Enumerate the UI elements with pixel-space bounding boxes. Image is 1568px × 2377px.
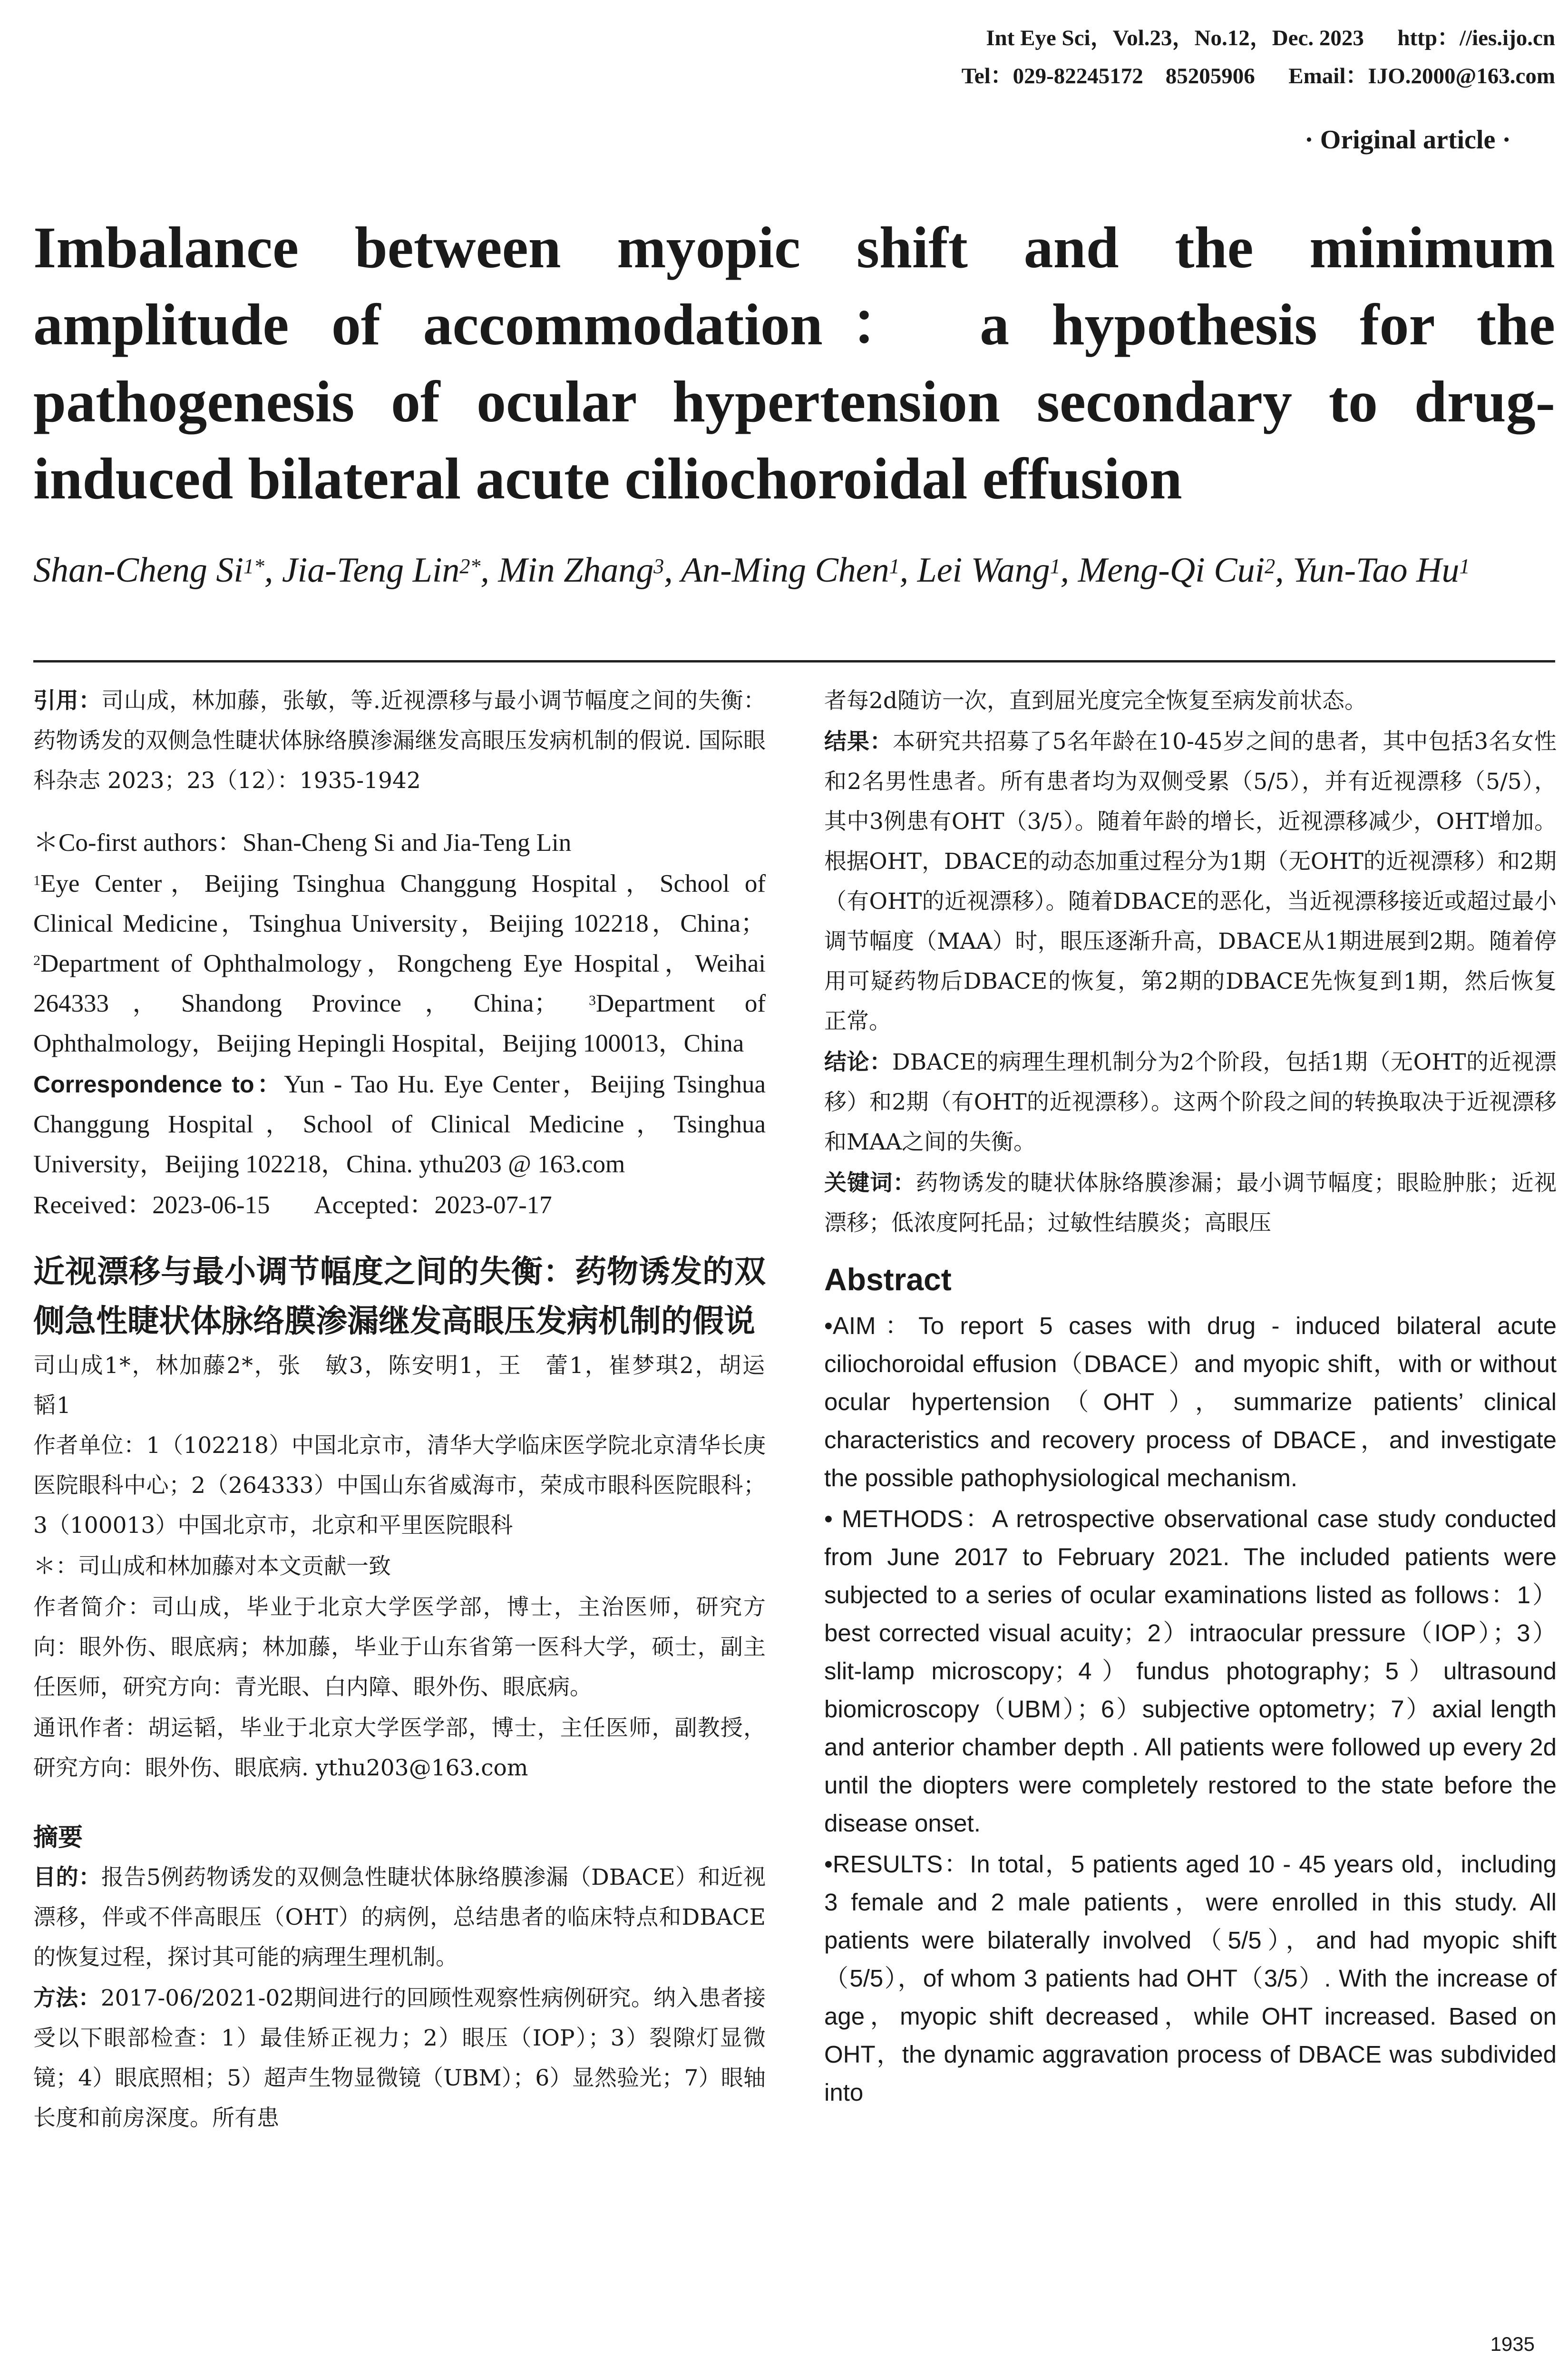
- results-cn: 结果：本研究共招募了5名年龄在10-45岁之间的患者，其中包括3名女性和2名男性患者。所有患者均为双侧受累（5/5），并有近视漂移（5/5），其中3例患有OHT（3/5）。随着年龄的增长，近视漂移减少，OHT增加。根据OHT，DBACE的动态加重过程分为1期（无OHT的近视漂移）和2期（有OHT的近视漂移）。随着DBACE的恶化，当近视漂移接近或超过最小调节幅度（MAA）时，眼压逐渐升高，DBACE从1期进展到2期。随着停用可疑药物后DBACE的恢复，第2期的DBACE先恢复到1期，然后恢复正常。: [824, 729, 1557, 1034]
- keywords-cn: 关键词：药物诱发的睫状体脉络膜渗漏；最小调节幅度；眼睑肿胀；近视漂移；低浓度阿托品；过敏性结膜炎；高眼压: [824, 1170, 1557, 1236]
- results-en: •RESULTS：In total，5 patients aged 10 - 45 years old，including 3 female and 2 male patients，were enrolled in this study. All patients were bilaterally involved（5/5），and had myopic shift（5/5），of whom 3 patients had OHT（3/5）. With the increase of age，myopic shift decreased，while OHT increased. Based on OHT，the dynamic aggravation process of DBACE was subdivided into: [824, 1851, 1557, 2106]
- aim-cn: 目的：报告5例药物诱发的双侧急性睫状体脉络膜渗漏（DBACE）和近视漂移，伴或不伴高眼压（OHT）的病例，总结患者的临床特点和DBACE的恢复过程，探讨其可能的病理生理机制。: [33, 1864, 766, 1970]
- page-number: 1935: [1490, 2333, 1535, 2355]
- title-divider: [33, 660, 1555, 662]
- author-4: An-Ming Chen$^1$: [681, 551, 900, 590]
- aim-en: •AIM：To report 5 cases with drug - induced bilateral acute ciliochoroidal effusion（DBACE）and myopic shift，with or without ocular hypertension（OHT），summarize patients’ clinical characteristics and recovery process of DBACE，and investigate the possible pathophysiological mechanism.: [824, 1312, 1557, 1491]
- chinese-title: 近视漂移与最小调节幅度之间的失衡：药物诱发的双侧急性睫状体脉络膜渗漏继发高眼压发病机制的假说: [33, 1253, 766, 1339]
- journal-tel: Tel：029-82245172 85205906: [961, 64, 1255, 88]
- corresponding-author-cn: 通讯作者：胡运韬，毕业于北京大学医学部，博士，主任医师，副教授，研究方向：眼外伤、眼底病. ythu203@163.com: [33, 1715, 766, 1781]
- author-6: Meng-Qi Cui$^2$: [1078, 551, 1276, 590]
- abstract-heading: Abstract: [824, 1262, 952, 1297]
- paper-title: Imbalance between myopic shift and the minimum amplitude of accommodation： a hypothesis for the pathogenesis of ocular hypertension secondary to drug-induced bilateral acute ciliochoroidal effusion: [33, 215, 1555, 511]
- author-list: Shan-Cheng $Si^{1*}$, Jia-Teng Lin$^{2*}$, Min Zhang$^3$, An-Ming Chen$^1$, Lei Wang$^1$, Meng-Qi Cui$^2$, Yun-Tao Hu$^1$: [33, 551, 1470, 590]
- author-bio: 作者简介：司山成，毕业于北京大学医学部，博士，主治医师，研究方向：眼外伤、眼底病；林加藤，毕业于山东省第一医科大学，硕士，副主任医师，研究方向：青光眼、白内障、眼外伤、眼底病。: [33, 1594, 766, 1700]
- author-5: Lei Wang$^1$: [917, 551, 1061, 590]
- cofirst-note: ＊Co-first authors：Shan-Cheng Si and Jia-Teng Lin: [33, 829, 572, 857]
- journal-email[interactable]: Email：IJO.2000@163.com: [1288, 64, 1555, 88]
- methods-en: • METHODS：A retrospective observational case study conducted from June 2017 to February 2021. The included patients were subjected to a series of ocular examinations listed as follows：1）best corrected visual acuity；2）intraocular pressure（IOP）；3）slit-lamp microscopy；4）fundus photography；5）ultrasound biomicroscopy（UBM）；6）subjective optometry；7）axial length and anterior chamber depth . All patients were followed up every 2d until the diopters were completely restored to the state before the disease onset.: [824, 1505, 1557, 1837]
- journal-info: Int Eye Sci，Vol.23，No.12，Dec. 2023: [986, 26, 1364, 50]
- left-column: [33, 681, 766, 2139]
- journal-header-line2: [808, 63, 1555, 89]
- journal-url[interactable]: http：//ies.ijo.cn: [1397, 26, 1555, 50]
- methods-cn: 方法：2017-06/2021-02期间进行的回顾性观察性病例研究。纳入患者接受以下眼部检查：1）最佳矫正视力；2）眼压（IOP）；3）裂隙灯显微镜；4）眼底照相；5）超声生物显微镜（UBM）；6）显然验光；7）眼轴长度和前房深度。所有患: [33, 1985, 766, 2131]
- author-units: 作者单位：1（102218）中国北京市，清华大学临床医学院北京清华长庚医院眼科中心；2（264333）中国山东省威海市，荣成市眼科医院眼科；3（100013）中国北京市，北京和平里医院眼科: [33, 1432, 766, 1539]
- author-1: Shan-Cheng $Si^{1*}$: [33, 551, 264, 590]
- correspondence: Correspondence to：Yun - Tao Hu. Eye Center，Beijing Tsinghua Changgung Hospital，School of Clinical Medicine，Tsinghua University，Beijing 102218，China. ythu203 @ 163.com: [33, 1071, 766, 1178]
- author-3: Min Zhang$^3$: [498, 551, 664, 590]
- dates: Received：2023-06-15 Accepted：2023-07-17: [33, 1191, 552, 1219]
- author-7: Yun-Tao Hu$^1$: [1293, 551, 1470, 590]
- chinese-authors: 司山成1*，林加藤2*，张 敏3，陈安明1，王 蕾1，崔梦琪2，胡运韬1: [33, 1353, 766, 1419]
- conclusion-cn: 结论：DBACE的病理生理机制分为2个阶段，包括1期（无OHT的近视漂移）和2期（有OHT的近视漂移）。这两个阶段之间的转换取决于近视漂移和MAA之间的失衡。: [824, 1049, 1557, 1155]
- author-2: Jia-Teng Lin$^{2*}$: [282, 551, 481, 590]
- right-column: [824, 681, 1557, 2114]
- journal-header-line1: [808, 25, 1555, 51]
- article-type: · Original article ·: [1305, 125, 1511, 155]
- methods-cn-continued: 者每2d随访一次，直到屈光度完全恢复至病发前状态。: [824, 688, 1367, 714]
- abstract-cn-heading: 摘要: [33, 1823, 83, 1852]
- contribution-note: ＊：司山成和林加藤对本文贡献一致: [33, 1553, 391, 1579]
- citation: 引用：司山成，林加藤，张敏，等.近视漂移与最小调节幅度之间的失衡：药物诱发的双侧急性睫状体脉络膜渗漏继发高眼压发病机制的假说. 国际眼科杂志 2023；23（12）：1935-1942: [33, 688, 766, 794]
- affiliations: $^1$Eye Center，Beijing Tsinghua Changgung Hospital，School of Clinical Medicine，Tsinghua University，Beijing 102218，China； $^2$Department of Ophthalmology，Rongcheng Eye Hospital，Weihai 264333，Shandong Province，China； $^3$Department of Ophthalmology，Beijing Hepingli Hospital，Beijing 100013，China: [33, 870, 766, 1057]
